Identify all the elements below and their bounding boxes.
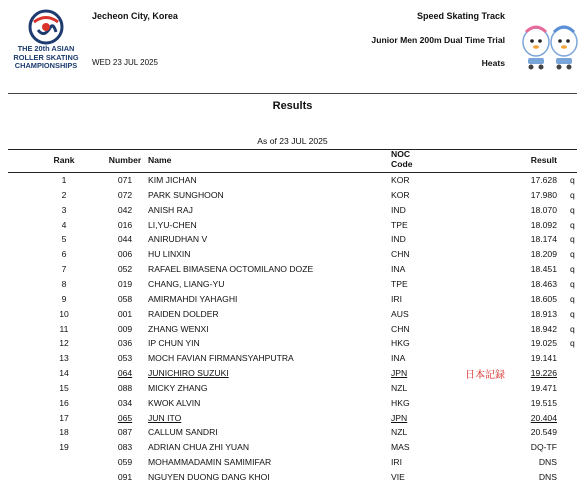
noc-cell: NZL — [391, 427, 408, 438]
rank-cell: 10 — [59, 308, 69, 319]
number-cell: 016 — [117, 219, 133, 230]
number-cell: 088 — [117, 382, 133, 393]
name-cell: LI,YU-CHEN — [148, 219, 197, 230]
column-header-name: Name — [148, 155, 172, 165]
name-cell: JUNICHIRO SUZUKI — [148, 368, 229, 379]
noc-cell: HKG — [391, 338, 410, 349]
result-cell: 19.226 — [530, 368, 557, 379]
result-cell: 19.515 — [530, 397, 557, 408]
table-header-top-rule — [8, 149, 577, 150]
rank-cell: 17 — [59, 412, 69, 423]
phase-label: Heats — [481, 58, 505, 68]
rank-cell: 18 — [59, 427, 69, 438]
name-cell: ANISH RAJ — [148, 204, 193, 215]
qualifier-cell: q — [570, 234, 575, 245]
noc-cell: IND — [391, 234, 406, 245]
qualifier-cell: q — [570, 219, 575, 230]
championship-name: THE 20th ASIAN ROLLER SKATING CHAMPIONSHIPS — [13, 44, 79, 71]
record-annotation: 日本記録 — [465, 370, 505, 382]
table-row — [0, 427, 585, 442]
noc-cell: TPE — [391, 219, 408, 230]
number-cell: 065 — [117, 412, 133, 423]
name-cell: HU LINXIN — [148, 249, 191, 260]
noc-cell: IRI — [391, 293, 402, 304]
noc-cell: JPN — [391, 368, 408, 379]
noc-cell: CHN — [391, 249, 410, 260]
result-cell: DNS — [538, 457, 557, 468]
table-row — [0, 368, 585, 383]
noc-cell: JPN — [391, 412, 408, 423]
number-cell: 001 — [117, 308, 133, 319]
qualifier-cell: q — [570, 323, 575, 334]
date-label: WED 23 JUL 2025 — [92, 58, 158, 67]
rank-cell: 15 — [59, 382, 69, 393]
result-cell: DQ-TF — [530, 442, 557, 453]
rank-cell: 14 — [59, 368, 69, 379]
qualifier-cell: q — [570, 249, 575, 260]
number-cell: 091 — [117, 472, 133, 482]
table-row — [0, 294, 585, 309]
result-cell: DNS — [538, 472, 557, 482]
rank-cell: 7 — [61, 264, 67, 275]
rank-cell: 8 — [61, 278, 67, 289]
number-cell: 019 — [117, 278, 133, 289]
rank-cell: 5 — [61, 234, 67, 245]
table-row — [0, 309, 585, 324]
result-cell: 18.209 — [530, 249, 557, 260]
name-cell: RAFAEL BIMASENA OCTOMILANO DOZE — [148, 264, 314, 275]
header-divider — [8, 93, 577, 94]
rank-cell: 3 — [61, 204, 67, 215]
table-row — [0, 338, 585, 353]
page-title: Results — [272, 100, 313, 112]
number-cell: 072 — [117, 189, 133, 200]
number-cell: 044 — [117, 234, 133, 245]
number-cell: 034 — [117, 397, 133, 408]
table-row — [0, 264, 585, 279]
qualifier-cell: q — [570, 189, 575, 200]
name-cell: IP CHUN YIN — [148, 338, 200, 349]
result-cell: 18.092 — [530, 219, 557, 230]
table-header-bottom-rule — [8, 172, 577, 173]
number-cell: 042 — [117, 204, 133, 215]
number-cell: 058 — [117, 293, 133, 304]
number-cell: 009 — [117, 323, 133, 334]
noc-cell: CHN — [391, 323, 410, 334]
table-row — [0, 220, 585, 235]
result-cell: 19.025 — [530, 338, 557, 349]
table-row — [0, 175, 585, 190]
result-cell: 18.463 — [530, 278, 557, 289]
number-cell: 064 — [117, 368, 133, 379]
name-cell: ZHANG WENXI — [148, 323, 209, 334]
name-cell: KWOK ALVIN — [148, 397, 201, 408]
result-cell: 20.404 — [530, 412, 557, 423]
noc-cell: INA — [391, 353, 406, 364]
name-cell: MOHAMMADAMIN SAMIMIFAR — [148, 457, 272, 468]
number-cell: 083 — [117, 442, 133, 453]
noc-cell: MAS — [391, 442, 410, 453]
qualifier-cell: q — [570, 293, 575, 304]
qualifier-cell: q — [570, 338, 575, 349]
venue-label: Speed Skating Track — [416, 11, 505, 21]
number-cell: 059 — [117, 457, 133, 468]
result-cell: 18.913 — [530, 308, 557, 319]
name-cell: PARK SUNGHOON — [148, 189, 224, 200]
city-label: Jecheon City, Korea — [92, 11, 178, 21]
noc-cell: INA — [391, 264, 406, 275]
number-cell: 052 — [117, 264, 133, 275]
rank-cell: 4 — [61, 219, 67, 230]
noc-cell: KOR — [391, 189, 410, 200]
result-cell: 18.605 — [530, 293, 557, 304]
result-cell: 17.980 — [530, 189, 557, 200]
result-cell: 18.070 — [530, 204, 557, 215]
result-cell: 18.174 — [530, 234, 557, 245]
rank-cell: 12 — [59, 338, 69, 349]
noc-cell: TPE — [391, 278, 408, 289]
noc-cell: NZL — [391, 382, 408, 393]
name-cell: CALLUM SANDRI — [148, 427, 218, 438]
result-cell: 18.451 — [530, 264, 557, 275]
qualifier-cell: q — [570, 308, 575, 319]
column-header-result: Result — [530, 155, 557, 165]
name-cell: CHANG, LIANG-YU — [148, 278, 225, 289]
table-row — [0, 234, 585, 249]
number-cell: 036 — [117, 338, 133, 349]
noc-cell: AUS — [391, 308, 409, 319]
rank-cell: 13 — [59, 353, 69, 364]
noc-cell: IND — [391, 204, 406, 215]
name-cell: RAIDEN DOLDER — [148, 308, 219, 319]
table-row — [0, 457, 585, 472]
rank-cell: 16 — [59, 397, 69, 408]
result-cell: 20.549 — [530, 427, 557, 438]
rank-cell: 11 — [59, 323, 69, 334]
rank-cell: 9 — [61, 293, 67, 304]
rank-cell: 6 — [61, 249, 67, 260]
noc-cell: VIE — [391, 472, 405, 482]
result-cell: 18.942 — [530, 323, 557, 334]
table-row — [0, 442, 585, 457]
name-cell: ANIRUDHAN V — [148, 234, 208, 245]
noc-cell: HKG — [391, 397, 410, 408]
name-cell: JUN ITO — [148, 412, 182, 423]
table-row — [0, 249, 585, 264]
table-row — [0, 383, 585, 398]
result-cell: 19.471 — [530, 382, 557, 393]
number-cell: 006 — [117, 249, 133, 260]
result-cell: 19.141 — [530, 353, 557, 364]
name-cell: MICKY ZHANG — [148, 382, 208, 393]
column-header-noc: NOC Code — [391, 149, 413, 169]
number-cell: 053 — [117, 353, 133, 364]
table-row — [0, 190, 585, 205]
name-cell: NGUYEN DUONG DANG KHOI — [148, 472, 270, 482]
table-row — [0, 413, 585, 428]
mascot-image — [518, 20, 582, 72]
noc-cell: IRI — [391, 457, 402, 468]
table-row — [0, 324, 585, 339]
column-header-rank: Rank — [53, 155, 75, 165]
qualifier-cell: q — [570, 175, 575, 185]
noc-cell: KOR — [391, 175, 410, 185]
number-cell: 087 — [117, 427, 133, 438]
name-cell: KIM JICHAN — [148, 175, 197, 185]
column-header-number: Number — [108, 155, 142, 165]
qualifier-cell: q — [570, 204, 575, 215]
rank-cell: 1 — [61, 175, 67, 185]
table-header — [0, 155, 585, 170]
table-row — [0, 279, 585, 294]
name-cell: AMIRMAHDI YAHAGHI — [148, 293, 238, 304]
qualifier-cell: q — [570, 264, 575, 275]
name-cell: MOCH FAVIAN FIRMANSYAHPUTRA — [148, 353, 294, 364]
table-row — [0, 205, 585, 220]
number-cell: 071 — [117, 175, 133, 185]
qualifier-cell: q — [570, 278, 575, 289]
rank-cell: 19 — [59, 442, 69, 453]
table-row — [0, 398, 585, 413]
result-cell: 17.628 — [530, 175, 557, 185]
event-label: Junior Men 200m Dual Time Trial — [371, 35, 505, 45]
rank-cell: 2 — [61, 189, 67, 200]
name-cell: ADRIAN CHUA ZHI YUAN — [148, 442, 250, 453]
as-of-label: As of 23 JUL 2025 — [257, 136, 328, 146]
